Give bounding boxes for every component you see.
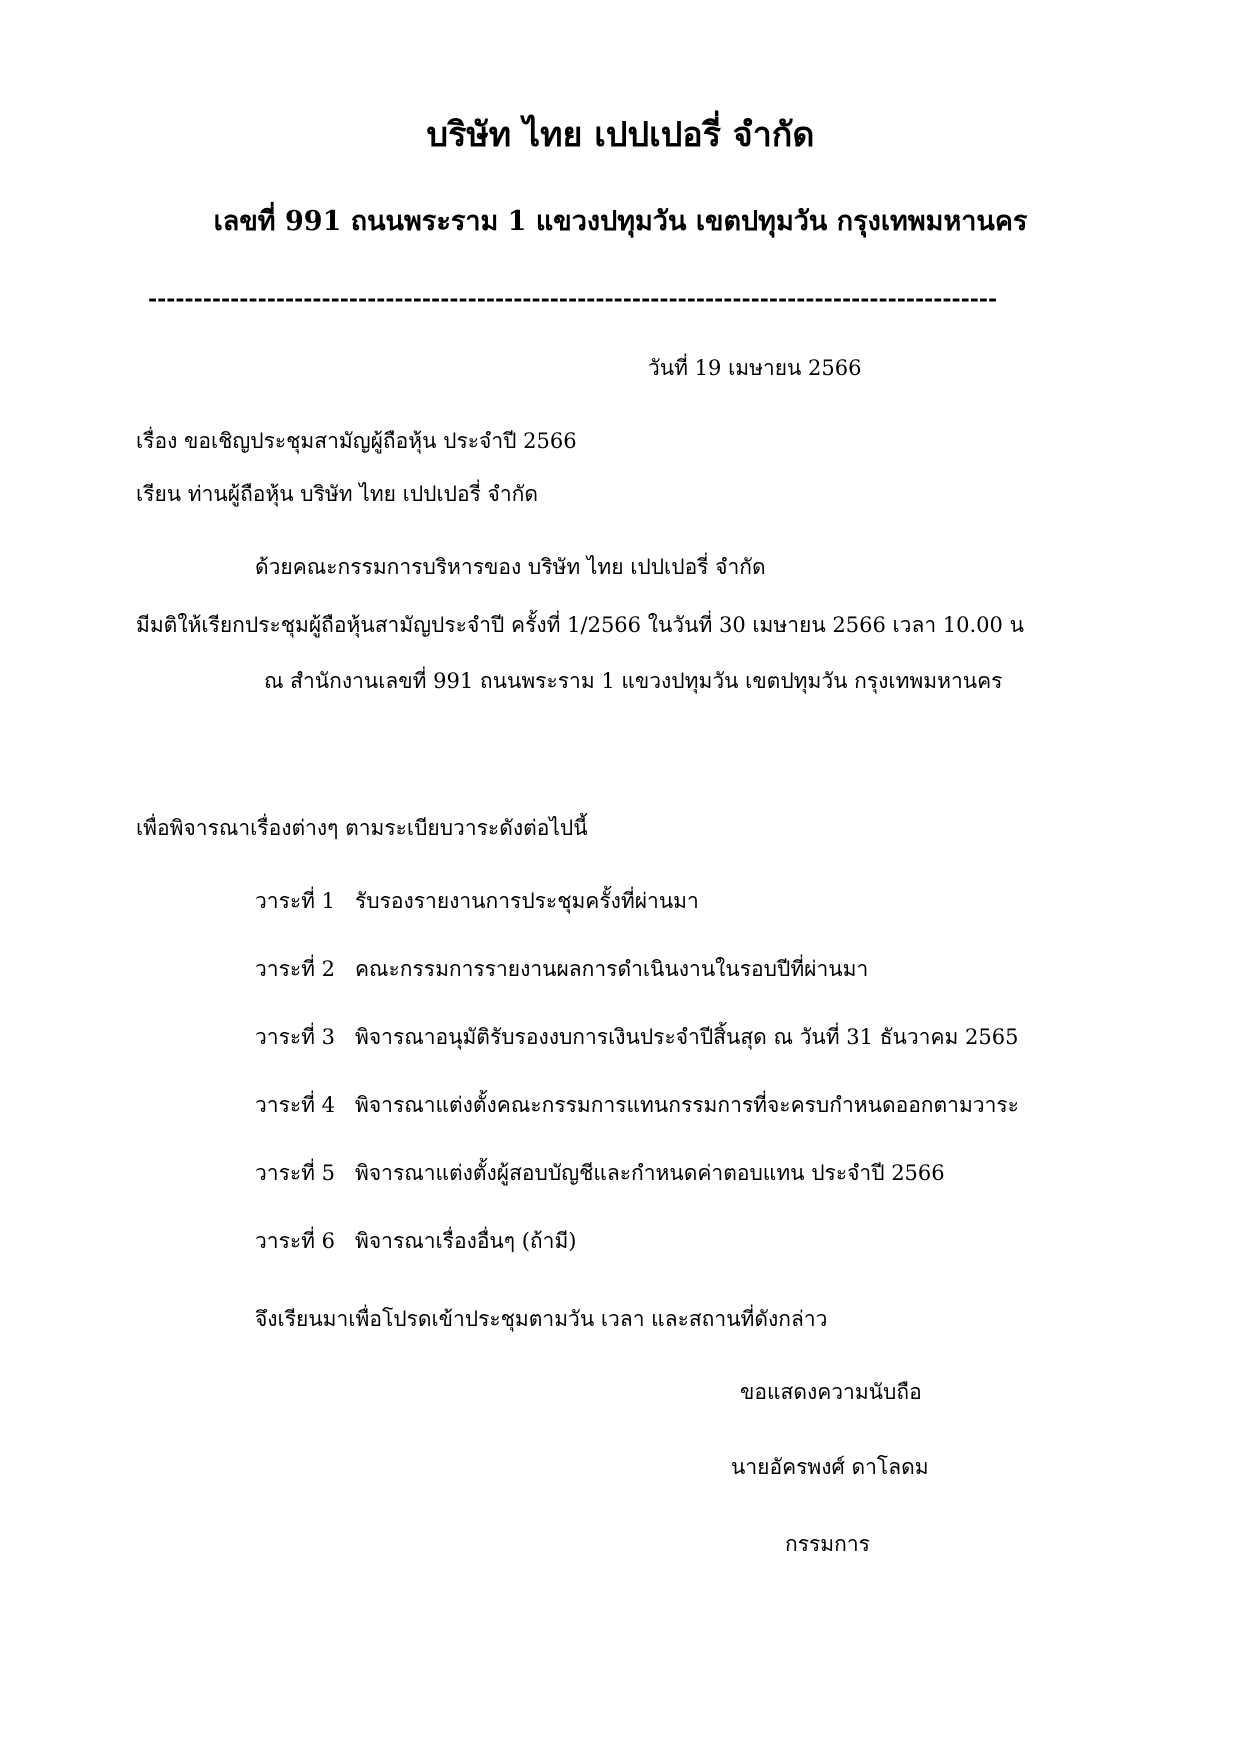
agenda-number: วาระที่ 6 — [255, 1229, 336, 1253]
signer-name: นายอัครพงศ์ ดาโลดม — [731, 1455, 929, 1479]
company-name: บริษัท ไทย เปปเปอรี่ จำกัด — [426, 115, 815, 155]
agenda-item: รับรองรายงานการประชุมครั้งที่ผ่านมา — [355, 889, 699, 913]
closing-line: จึงเรียนมาเพื่อโปรดเข้าประชุมตามวัน เวลา และสถานที่ดังกล่าว — [255, 1307, 828, 1331]
agenda-item: คณะกรรมการรายงานผลการดำเนินงานในรอบปีที่ผ่านมา — [355, 957, 869, 981]
agenda-number: วาระที่ 2 — [255, 957, 336, 981]
company-address: เลขที่ 991 ถนนพระราม 1 แขวงปทุมวัน เขตปทุมวัน กรุงเทพมหานคร — [213, 206, 1028, 237]
regards: ขอแสดงความนับถือ — [740, 1380, 922, 1404]
agenda-number: วาระที่ 5 — [255, 1161, 336, 1185]
paragraph-line-1: ด้วยคณะกรรมการบริหารของ บริษัท ไทย เปปเปอรี่ จำกัด — [255, 555, 766, 579]
header-divider: --------------------------------------------------------------------------------------------- — [148, 288, 998, 310]
agenda-item: พิจารณาเรื่องอื่นๆ (ถ้ามี) — [355, 1229, 577, 1253]
letter-date: วันที่ 19 เมษายน 2566 — [648, 356, 862, 380]
agenda-number: วาระที่ 1 — [255, 889, 336, 913]
paragraph-line-3: ณ สำนักงานเลขที่ 991 ถนนพระราม 1 แขวงปทุมวัน เขตปทุมวัน กรุงเทพมหานคร — [264, 669, 1003, 693]
agenda-number: วาระที่ 3 — [255, 1025, 336, 1049]
agenda-item: พิจารณาแต่งตั้งผู้สอบบัญชีและกำหนดค่าตอบแทน ประจำปี 2566 — [355, 1161, 945, 1185]
paragraph-line-2: มีมติให้เรียกประชุมผู้ถือหุ้นสามัญประจำปี ครั้งที่ 1/2566 ในวันที่ 30 เมษายน 2566 เวลา 10.00 น — [136, 613, 1024, 637]
letter-recipient: เรียน ท่านผู้ถือหุ้น บริษัท ไทย เปปเปอรี่ จำกัด — [136, 482, 539, 506]
agenda-intro: เพื่อพิจารณาเรื่องต่างๆ ตามระเบียบวาระดังต่อไปนี้ — [136, 816, 588, 840]
agenda-item: พิจารณาอนุมัติรับรองงบการเงินประจำปีสิ้นสุด ณ วันที่ 31 ธันวาคม 2565 — [355, 1025, 1019, 1049]
signer-title: กรรมการ — [785, 1532, 870, 1556]
agenda-item: พิจารณาแต่งตั้งคณะกรรมการแทนกรรมการที่จะครบกำหนดออกตามวาระ — [355, 1093, 1019, 1117]
letter-subject: เรื่อง ขอเชิญประชุมสามัญผู้ถือหุ้น ประจำปี 2566 — [136, 429, 577, 453]
agenda-number: วาระที่ 4 — [255, 1093, 336, 1117]
